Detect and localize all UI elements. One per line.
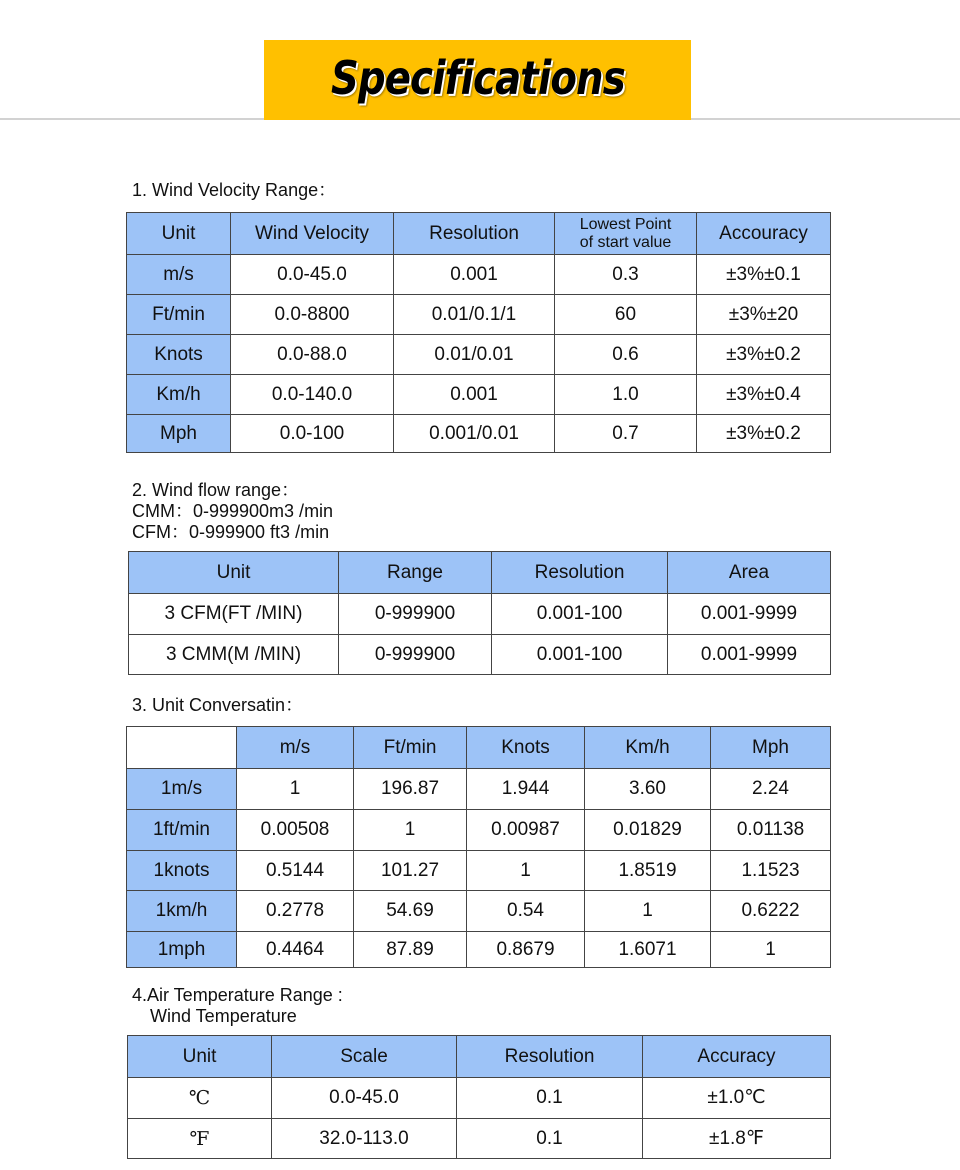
- table-cell: 0.0-140.0: [231, 375, 394, 415]
- table-header-row: [127, 727, 831, 769]
- header-cell: Resolution: [492, 552, 668, 594]
- table-cell: 87.89: [354, 932, 467, 968]
- table-row: [127, 415, 831, 453]
- table-cell: 3 CMM(M /MIN): [129, 635, 339, 675]
- table-row: [127, 891, 831, 932]
- table-cell: 1: [467, 851, 585, 891]
- section-title-air-temperature: 4.Air Temperature Range :: [132, 985, 343, 1005]
- unit-cell: 1m/s: [127, 769, 237, 810]
- table-cell: 0.001-100: [492, 594, 668, 635]
- table-cell: 0.001-9999: [668, 594, 831, 635]
- table-cell: 0.01138: [711, 810, 831, 851]
- table-cell: 0.001: [394, 255, 555, 295]
- table-cell: 0.1: [457, 1078, 643, 1119]
- section-title-unit-conversion: 3. Unit Conversatin：: [132, 695, 304, 715]
- unit-cell: 1mph: [127, 932, 237, 968]
- table-cell: ±1.8℉: [643, 1119, 831, 1159]
- header-cell: [555, 213, 697, 255]
- table-header-row: [129, 552, 831, 594]
- cfm-range-text: CFM：0-999900 ft3 /min: [132, 522, 330, 542]
- table-cell: 0.3: [555, 255, 697, 295]
- table-cell: 0.00508: [237, 810, 354, 851]
- header-cell: Km/h: [585, 727, 711, 769]
- table-cell: 0.0-8800: [231, 295, 394, 335]
- table-row: [128, 1119, 831, 1159]
- table-row: [127, 295, 831, 335]
- table-cell: 0.001: [394, 375, 555, 415]
- table-cell: 0.01829: [585, 810, 711, 851]
- table-cell: ±3%±0.4: [697, 375, 831, 415]
- table-cell: 0.6: [555, 335, 697, 375]
- table-cell: 0.7: [555, 415, 697, 453]
- header-cell: Area: [668, 552, 831, 594]
- table-cell: 1.1523: [711, 851, 831, 891]
- header-cell: Knots: [467, 727, 585, 769]
- table-cell: 60: [555, 295, 697, 335]
- table-cell: 1: [237, 769, 354, 810]
- table-cell: 0.6222: [711, 891, 831, 932]
- unit-cell: 1ft/min: [127, 810, 237, 851]
- header-cell: Wind Velocity: [231, 213, 394, 255]
- unit-cell: ℉: [128, 1119, 272, 1159]
- table-row: [129, 635, 831, 675]
- header-cell: Range: [339, 552, 492, 594]
- table-row: [129, 594, 831, 635]
- table-header-row: [128, 1036, 831, 1078]
- header-cell: Resolution: [457, 1036, 643, 1078]
- table-cell: 3.60: [585, 769, 711, 810]
- table-cell: ±3%±0.2: [697, 335, 831, 375]
- table-cell: 0.5144: [237, 851, 354, 891]
- page-title: Specifications: [330, 51, 625, 105]
- table-cell: 0.001/0.01: [394, 415, 555, 453]
- header-cell: Scale: [272, 1036, 457, 1078]
- table-row: [127, 769, 831, 810]
- unit-cell: 1km/h: [127, 891, 237, 932]
- table-cell: ±3%±20: [697, 295, 831, 335]
- header-line-1: Lowest Point: [579, 215, 672, 233]
- table-cell: 0.8679: [467, 932, 585, 968]
- header-cell: Unit: [129, 552, 339, 594]
- header-cell: Resolution: [394, 213, 555, 255]
- table-cell: 0.0-88.0: [231, 335, 394, 375]
- unit-cell: m/s: [127, 255, 231, 295]
- table-cell: 0.0-45.0: [231, 255, 394, 295]
- table-cell: 0.001-100: [492, 635, 668, 675]
- table-row: [128, 1078, 831, 1119]
- header-cell: Accuracy: [643, 1036, 831, 1078]
- header-cell: Mph: [711, 727, 831, 769]
- table-cell: 0.00987: [467, 810, 585, 851]
- section-subtitle-wind-temperature: Wind Temperature: [150, 1006, 297, 1026]
- unit-conversion-table: [126, 726, 831, 968]
- header-cell: Unit: [127, 213, 231, 255]
- unit-cell: Mph: [127, 415, 231, 453]
- table-cell: ±3%±0.2: [697, 415, 831, 453]
- table-cell: 0.01/0.1/1: [394, 295, 555, 335]
- header-cell: Ft/min: [354, 727, 467, 769]
- unit-cell: Knots: [127, 335, 231, 375]
- table-cell: 32.0-113.0: [272, 1119, 457, 1159]
- table-cell: 1.944: [467, 769, 585, 810]
- table-cell: 0.0-45.0: [272, 1078, 457, 1119]
- table-cell: 101.27: [354, 851, 467, 891]
- unit-cell: ℃: [128, 1078, 272, 1119]
- table-cell: 1.6071: [585, 932, 711, 968]
- section-title-wind-velocity: 1. Wind Velocity Range：: [132, 180, 337, 200]
- wind-velocity-table: [126, 212, 831, 453]
- table-cell: 0-999900: [339, 594, 492, 635]
- header-line-2: of start value: [579, 233, 672, 251]
- table-row: [127, 851, 831, 891]
- table-cell: 54.69: [354, 891, 467, 932]
- table-row: [127, 335, 831, 375]
- table-cell: 0.54: [467, 891, 585, 932]
- section-title-wind-flow: 2. Wind flow range：: [132, 480, 300, 500]
- table-cell: 0.1: [457, 1119, 643, 1159]
- table-cell: 0.4464: [237, 932, 354, 968]
- table-cell: 1.0: [555, 375, 697, 415]
- header-cell: m/s: [237, 727, 354, 769]
- unit-cell: 1knots: [127, 851, 237, 891]
- header-cell: [127, 727, 237, 769]
- table-cell: 0-999900: [339, 635, 492, 675]
- table-cell: 0.001-9999: [668, 635, 831, 675]
- table-row: [127, 255, 831, 295]
- table-header-row: [127, 213, 831, 255]
- cmm-range-text: CMM：0-999900m3 /min: [132, 501, 334, 521]
- table-cell: 1: [585, 891, 711, 932]
- table-cell: 196.87: [354, 769, 467, 810]
- table-cell: ±1.0℃: [643, 1078, 831, 1119]
- header-cell: Unit: [128, 1036, 272, 1078]
- table-cell: 0.0-100: [231, 415, 394, 453]
- table-row: [127, 810, 831, 851]
- title-banner: [264, 40, 691, 120]
- table-row: [127, 375, 831, 415]
- table-cell: 3 CFM(FT /MIN): [129, 594, 339, 635]
- table-cell: 0.2778: [237, 891, 354, 932]
- unit-cell: Ft/min: [127, 295, 231, 335]
- table-cell: 1: [354, 810, 467, 851]
- wind-flow-table: [128, 551, 831, 675]
- air-temperature-table: [127, 1035, 831, 1159]
- unit-cell: Km/h: [127, 375, 231, 415]
- table-cell: ±3%±0.1: [697, 255, 831, 295]
- table-cell: 2.24: [711, 769, 831, 810]
- table-cell: 0.01/0.01: [394, 335, 555, 375]
- table-cell: 1: [711, 932, 831, 968]
- table-row: [127, 932, 831, 968]
- header-cell: Accouracy: [697, 213, 831, 255]
- table-cell: 1.8519: [585, 851, 711, 891]
